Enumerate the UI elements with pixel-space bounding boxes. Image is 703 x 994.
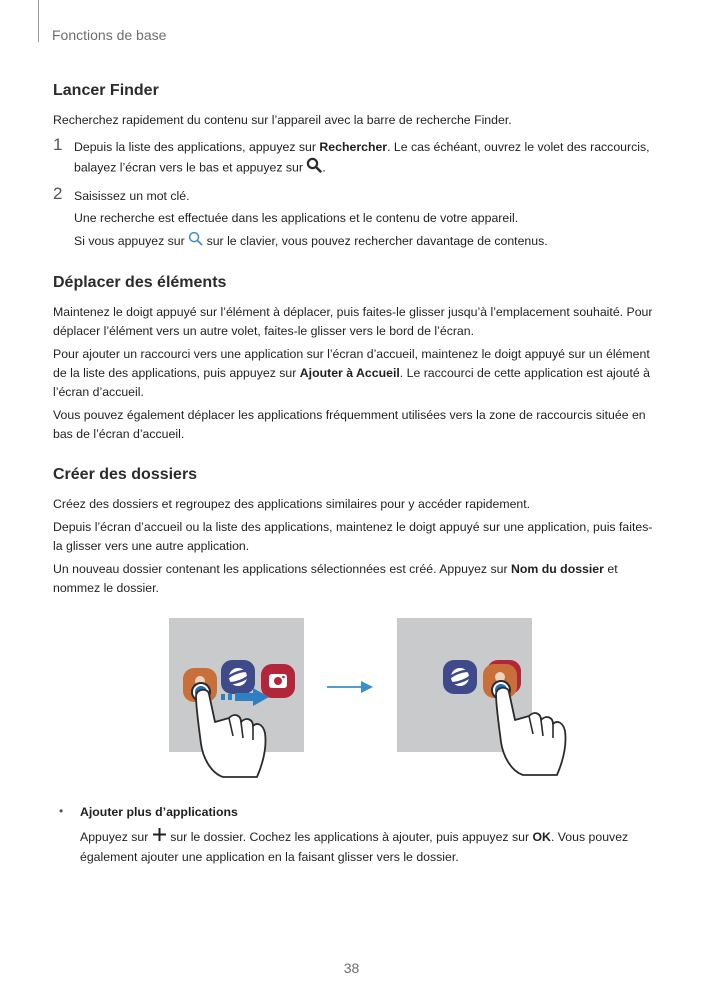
step-1-text: Depuis la liste des applications, appuyez sur Rechercher. Le cas échéant, ouvrez le volet des raccourcis, balayez l’écran vers le bas et appuyez sur . <box>74 138 653 179</box>
folder-illustration <box>53 618 653 778</box>
rechercher-label: Rechercher <box>319 140 388 154</box>
step-number: 1 <box>53 135 63 154</box>
move-paragraph-2: Pour ajouter un raccourci vers une application sur l’écran d’accueil, maintenez le doigt appuyé sur un élément de la liste des applications, puis appuyez sur Ajouter à Accueil. Le raccourci de cette application est ajouté à l’écran d’accueil. <box>53 347 650 399</box>
ok-label: OK <box>532 829 551 844</box>
folders-paragraph-1: Créez des dossiers et regroupez des applications similaires pour y accéder rapidement. <box>53 497 531 511</box>
plus-icon <box>152 827 167 848</box>
step-2-line-3: Si vous appuyez sur sur le clavier, vous pouvez rechercher davantage de contenus. <box>74 231 653 252</box>
finder-step-2 <box>53 184 653 252</box>
step-2-line-1: Saisissez un mot clé. <box>74 189 190 203</box>
folder-name-label: Nom du dossier <box>511 562 604 576</box>
add-apps-text: Appuyez sur sur le dossier. Cochez les applications à ajouter, puis appuyez sur OK. Vous pouvez également ajouter une application en la faisant glisser vers le dossier. <box>80 827 653 867</box>
page-content <box>53 82 653 871</box>
move-paragraph-1: Maintenez le doigt appuyé sur l’élément à déplacer, puis faites-le glisser jusqu’à l’emplacement souhaité. Pour déplacer l’élément vers un autre volet, faites-le glisser vers le bord de l’écran. <box>53 305 653 338</box>
bullet-dot: • <box>59 804 64 818</box>
arrow-right-icon <box>327 680 373 694</box>
finder-intro: Recherchez rapidement du contenu sur l’appareil avec la barre de recherche Finder. <box>53 113 512 127</box>
finder-step-1 <box>53 135 653 179</box>
add-apps-bullet <box>53 805 653 867</box>
home-screen-after <box>397 618 532 752</box>
finger-icon <box>183 678 273 778</box>
finger-icon <box>483 676 573 776</box>
step-2-line-2: Une recherche est effectuée dans les applications et le contenu de votre appareil. <box>74 211 519 225</box>
home-screen-before <box>169 618 304 752</box>
add-apps-title: Ajouter plus d’applications <box>80 805 238 819</box>
move-paragraph-3: Vous pouvez également déplacer les applications fréquemment utilisées vers la zone de raccourcis située en bas de l’écran d’accueil. <box>53 408 646 441</box>
header-rule <box>38 0 39 42</box>
step-number: 2 <box>53 184 63 203</box>
folders-paragraph-2: Depuis l’écran d’accueil ou la liste des applications, maintenez le doigt appuyé sur une application, puis faites-la glisser vers une autre application. <box>53 520 653 553</box>
finder-heading: Lancer Finder <box>53 82 159 99</box>
search-icon <box>306 157 322 179</box>
folders-heading: Créer des dossiers <box>53 466 198 483</box>
page-number: 38 <box>343 960 360 976</box>
search-icon <box>188 231 203 252</box>
internet-app-icon <box>443 660 477 694</box>
move-heading: Déplacer des éléments <box>53 274 227 291</box>
section-header: Fonctions de base <box>52 27 167 43</box>
folders-paragraph-3: Un nouveau dossier contenant les applications sélectionnées est créé. Appuyez sur Nom du dossier et nommez le dossier. <box>53 562 618 595</box>
add-to-home-label: Ajouter à Accueil <box>299 366 400 380</box>
